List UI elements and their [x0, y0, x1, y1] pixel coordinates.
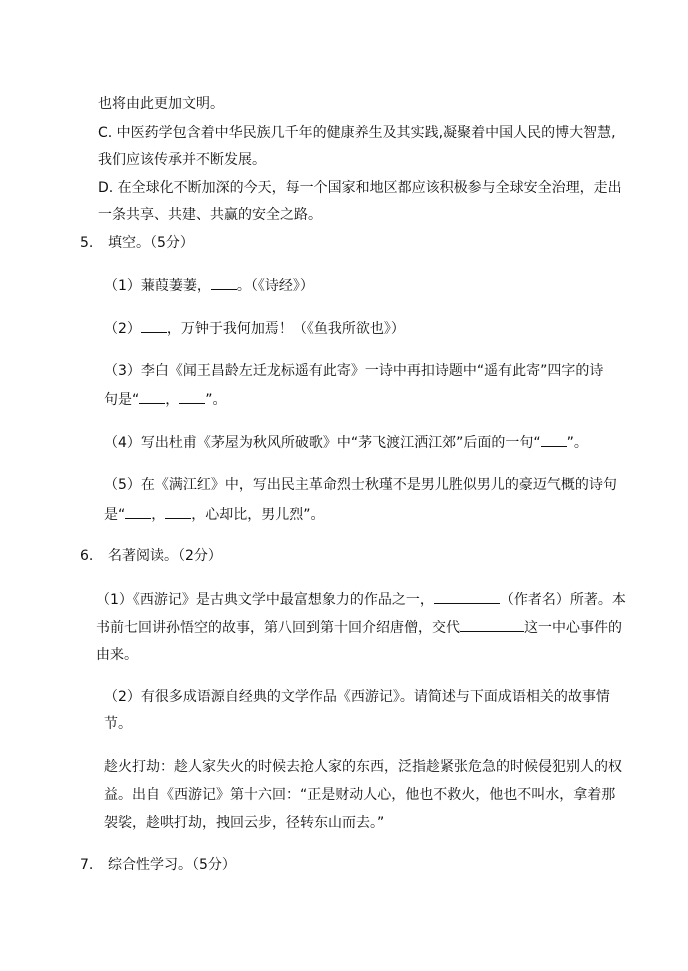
q6-item-1-text-after: （作者名）所著。本: [499, 592, 626, 608]
answer-blank[interactable]: [165, 504, 191, 519]
q5-item-3-line-2: [104, 389, 227, 410]
question-6-title: 名著阅读。（2分）: [108, 548, 222, 564]
answer-blank[interactable]: [139, 389, 165, 404]
q6-item-2-line-2: 节。: [104, 716, 132, 732]
q5-item-2-text-after: ，万钟于我何加焉！（《鱼我所欲也》）: [166, 321, 405, 337]
q5-item-2: [104, 318, 405, 339]
q6-item-1-text-before: （1）《西游记》是古典文学中最富想象力的作品之一，: [96, 592, 434, 608]
option-c-line-1: C. 中医药学包含着中华民族几千年的健康养生及其实践,凝聚着中国人民的博大智慧,: [98, 125, 616, 141]
answer-blank[interactable]: [541, 432, 567, 447]
q5-item-3-text-after: ”。: [205, 392, 227, 408]
q5-item-1-text-before: （1）蒹葭萋萋，: [104, 278, 211, 294]
option-d-line-1: D. 在全球化不断加深的今天，每一个国家和地区都应该积极参与全球安全治理，走出: [98, 180, 622, 196]
q6-item-1-line-2-text-after: 这一中心事件的: [524, 620, 622, 636]
author-answer-blank[interactable]: [434, 589, 500, 604]
idiom-explanation-line-1: 趁火打劫：趁人家失火的时候去抢人家的东西，泛指趁紧张危急的时候侵犯别人的权: [104, 759, 622, 775]
question-6-number: 6.: [80, 548, 94, 564]
q5-item-2-text-before: （2）: [104, 321, 141, 337]
idiom-explanation-line-3: 袈裟，趁哄打劫，拽回云步，径转东山而去。”: [104, 815, 385, 831]
q5-item-4: [104, 432, 588, 453]
q5-item-5-line-2: [104, 504, 325, 525]
q6-item-1-line-3: 由来。: [96, 647, 138, 663]
question-5-number: 5.: [80, 235, 94, 251]
answer-blank[interactable]: [141, 318, 167, 333]
idiom-explanation-line-2: 益。出自《西游记》第十六回：“正是财动人心，他也不救火，他也不叫水，拿着那: [104, 787, 616, 803]
q5-item-1: [104, 275, 314, 296]
question-7-number: 7.: [80, 857, 94, 873]
option-b-line-end: 也将由此更加文明。: [98, 96, 224, 112]
q5-item-4-text-after: ”。: [566, 435, 588, 451]
q5-item-1-text-after: 。（《诗经》）: [236, 278, 314, 294]
q5-item-5-text-after: ，心却比，男儿烈”。: [191, 507, 325, 523]
option-d-line-2: 一条共享、共建、共赢的安全之路。: [98, 207, 322, 223]
answer-blank[interactable]: [125, 504, 151, 519]
q6-item-2-line-1: （2）有很多成语源自经典的文学作品《西游记》。请简述与下面成语相关的故事情: [104, 689, 610, 705]
answer-blank[interactable]: [179, 389, 205, 404]
q6-item-1-line-1: [96, 589, 626, 610]
question-7-title: 综合性学习。（5分）: [108, 857, 236, 873]
q5-item-4-text-before: （4）写出杜甫《茅屋为秋风所破歌》中“茅飞渡江洒江郊”后面的一句“: [104, 435, 541, 451]
event-answer-blank[interactable]: [460, 617, 524, 632]
q5-item-3-text-before: 句是“: [104, 392, 140, 408]
q5-item-3-separator: ，: [165, 392, 180, 408]
q6-item-1-line-2: [96, 617, 622, 638]
option-c-line-2: 我们应该传承并不断发展。: [98, 152, 266, 168]
q5-item-5-separator: ，: [151, 507, 166, 523]
q5-item-5-text-before: 是“: [104, 507, 126, 523]
q5-item-3-line-1: （3）李白《闻王昌龄左迁龙标遥有此寄》一诗中再扣诗题中“遥有此寄”四字的诗: [104, 363, 604, 379]
q5-item-5-line-1: （5）在《满江红》中，写出民主革命烈士秋瑾不是男儿胜似男儿的豪迈气概的诗句: [104, 477, 617, 493]
q6-item-1-line-2-text-before: 书前七回讲孙悟空的故事，第八回到第十回介绍唐僧，交代: [96, 620, 460, 636]
question-5-title: 填空。（5分）: [108, 235, 194, 251]
answer-blank[interactable]: [211, 275, 237, 290]
